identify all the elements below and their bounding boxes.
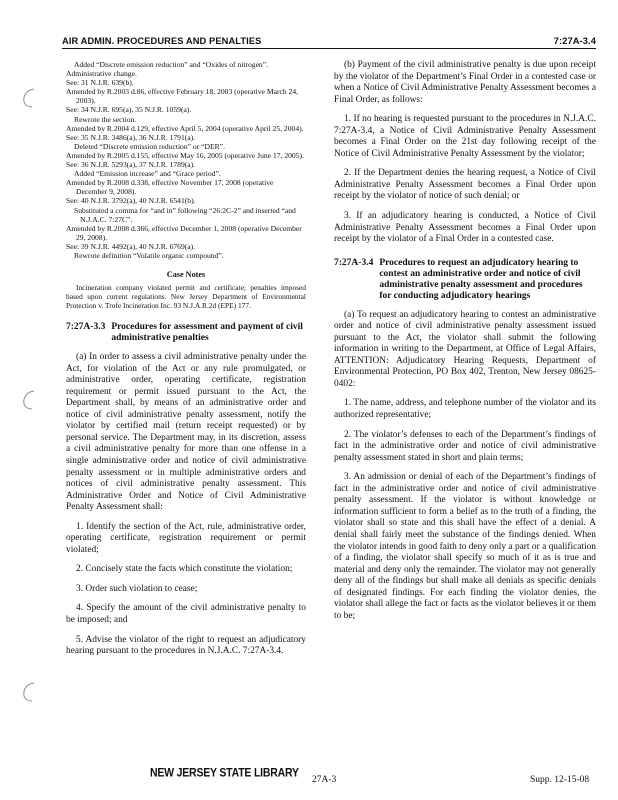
list-item: 1. The name, address, and telephone number of the violator and its authorized representative; xyxy=(334,398,596,421)
list-item: 1. Identify the section of the Act, rule, administrative order, operating certificate, registration requirement or permit violated; xyxy=(66,521,306,555)
history-line: Amended by R.2004 d.129, effective April 5, 2004 (operative April 25, 2004). xyxy=(66,123,304,133)
history-line: See: 36 N.J.R. 5293(a), 37 N.J.R. 1789(a). xyxy=(66,160,196,170)
history-line: Administrative change. xyxy=(66,69,137,79)
history-line: Added “Discrete emission reduction” and “Oxides of nitrogen”. xyxy=(74,60,269,69)
paragraph-a: (a) In order to assess a civil administrative penalty under the Act, for violation of the Act or any rule promulgated, or administrative order, operating certificate, registration requirement or permit issued pursuant to the Act, the Department shall, by means of an administrative order and notice of civil administrative penalty assessment, notify the violator by certified mail (return receipt requested) or by personal service. The Department may, in its discretion, assess a civil administrative penalty for more than one offense in a single administrative order and notice of civil administrative penalty assessment or in multiple administrative orders and notices of civil administrative penalty assessment. This Administrative Order and Notice of Civil Administrative Penalty Assessment shall: xyxy=(66,352,306,513)
history-line: Amended by R.2005 d.155, effective May 16, 2005 (operative June 17, 2005). xyxy=(66,150,304,160)
list-item: 3. If an adjudicatory hearing is conducted, a Notice of Civil Administrative Penalty Assessment becomes a Final Order upon receipt by the violator of a Final Order in a contested case. xyxy=(334,211,596,245)
list-item: 4. Specify the amount of the civil administrative penalty to be imposed; and xyxy=(66,603,306,625)
section-number: 7:27A-3.3 xyxy=(66,322,106,333)
paragraph-b: (b) Payment of the civil administrative penalty is due upon receipt by the violator of the Department’s Final Order in a contested case or when a Notice of Civil Administrative Penalty Assessment becomes a Final Order, as follows: xyxy=(334,60,596,105)
history-notes xyxy=(66,60,306,260)
history-line: Rewrote definition “Volatile organic compound”. xyxy=(74,250,224,260)
list-item: 1. If no hearing is requested pursuant to the procedures in N.J.A.C. 7:27A-3.4, a Notice of Civil Administrative Penalty Assessment becomes a Final Order on the 21st day following receipt of the Notice of Civil Administrative Penalty Assessment by the violator; xyxy=(334,114,596,159)
list-item: 3. An admission or denial of each of the Department’s findings of fact in the administrative order and notice of civil administrative penalty assessment. If the violator is without knowledge or information sufficient to form a belief as to the truth of a finding, the violator shall so state and this shall have the effect of a denial. A denial shall fairly meet the substance of the findings denied. When the violator intends in good faith to deny only a part or a qualification of a finding, the violator shall specify so much of it as is true and material and deny only the remainder. The violator may not generally deny all of the findings but shall make all denials as specific denials of designated findings. For each finding the violator denies, the violator shall allege the fact or facts as the violator believes it or them to be; xyxy=(334,472,596,621)
list-item: 5. Advise the violator of the right to request an adjudicatory hearing pursuant to the procedures in N.J.A.C. 7:27A-3.4. xyxy=(66,634,306,657)
list-item: 2. If the Department denies the hearing request, a Notice of Civil Administrative Penalty Assessment becomes a Final Order upon receipt by the violator of notice of such denial; or xyxy=(334,168,596,202)
supplement-date: Supp. 12-15-08 xyxy=(530,775,590,785)
list-item: 3. Order such violation to cease; xyxy=(76,583,198,594)
paragraph-a: (a) To request an adjudicatory hearing to contest an administrative order and notice of civil administrative penalty assessment issued pursuant to the Act, the violator shall submit the following information in writing to the Department, at Office of Legal Affairs, ATTENTION: Adjudicatory Hearing Requests, Department of Environmental Protection, PO Box 402, Trenton, New Jersey 08625-0402: xyxy=(334,309,596,389)
history-line: Amended by R.2008 d.338, effective November 17, 2008 (operative December 9, 2008). xyxy=(66,178,274,197)
section-title: Procedures for assessment and payment of civil administrative penalties xyxy=(111,322,303,344)
section-heading-3-4 xyxy=(334,258,596,302)
list-item: 2. Concisely state the facts which constitute the violation; xyxy=(76,564,293,575)
list-item: 2. The violator’s defenses to each of the Department’s findings of fact in the administrative order and notice of civil administrative penalty assessment stated in short and plain terms; xyxy=(334,429,596,463)
history-line: See: 39 N.J.R. 4492(a), 40 N.J.R. 6769(a). xyxy=(66,241,196,251)
left-column xyxy=(66,60,306,666)
history-line: Deleted “Discrete emission reduction” or “DER”. xyxy=(74,141,225,151)
library-stamp: NEW JERSEY STATE LIBRARY xyxy=(150,766,299,780)
section-number: 7:27A-3.4 xyxy=(334,257,374,268)
history-line: See: 34 N.J.R. 695(a), 35 N.J.R. 1059(a). xyxy=(66,105,192,115)
header-title: AIR ADMIN. PROCEDURES AND PENALTIES xyxy=(62,36,262,46)
history-line: Rewrote the section. xyxy=(74,114,137,124)
page-folio: 27A-3 xyxy=(312,775,337,785)
case-notes-title: Case Notes xyxy=(166,270,206,280)
history-line: Amended by R.2008 d.366, effective December 1, 2008 (operative December 29, 2008). xyxy=(66,223,302,242)
punch-hole-mark-icon xyxy=(18,680,40,702)
history-line: Added “Emission increase” and “Grace period”. xyxy=(74,169,221,179)
history-line: See: 40 N.J.R. 3792(a), 40 N.J.R. 6541(b). xyxy=(66,196,196,206)
history-line: Substituted a comma for “and in” following “26:2C-2” and inserted “and N.J.A.C. 7:27C”. xyxy=(74,205,296,224)
history-line: See: 31 N.J.R. 639(b). xyxy=(66,78,134,88)
section-title: Procedures to request an adjudicatory hearing to contest an administrative order and notice of civil administrative penalty assessment and procedures for conducting adjudicatory hearings xyxy=(379,257,583,301)
punch-hole-mark-icon xyxy=(18,388,40,410)
history-line: Amended by R.2003 d.86, effective February 18, 2003 (operative March 24, 2003). xyxy=(66,87,299,106)
history-line: See: 35 N.J.R. 3486(a), 36 N.J.R. 1791(a). xyxy=(66,132,196,142)
section-heading-3-3 xyxy=(66,322,306,344)
header-section: 7:27A-3.4 xyxy=(553,36,596,46)
punch-hole-mark-icon xyxy=(18,86,40,108)
right-column xyxy=(334,60,596,630)
case-note: Incineration company violated permit and certificate; penalties imposed based upon current regulations. New Jersey Department of Environmental Protection v. Trofe Incineration Inc. 93 N.J.A.R.2d (EPE) 177. xyxy=(66,283,306,311)
running-header xyxy=(62,34,596,49)
